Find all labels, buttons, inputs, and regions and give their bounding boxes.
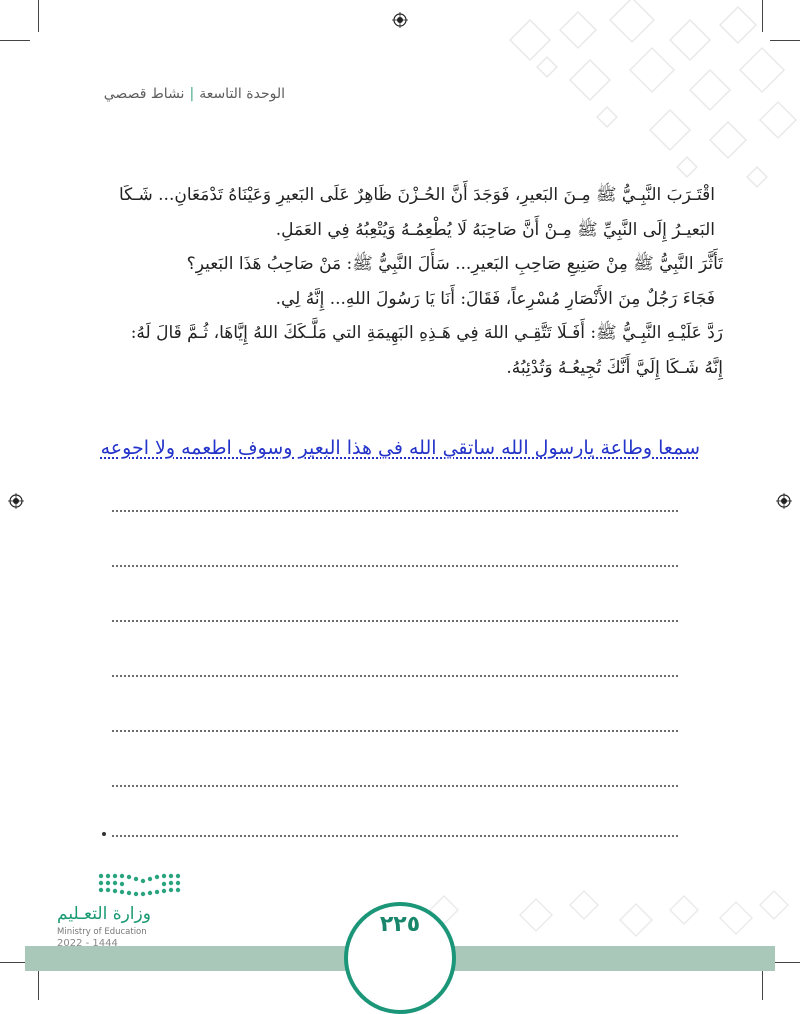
header-separator: | xyxy=(189,86,195,102)
registration-mark-icon xyxy=(776,493,792,509)
writing-line[interactable] xyxy=(112,835,678,837)
ministry-name-english: Ministry of Education xyxy=(57,927,147,937)
crop-mark xyxy=(762,968,763,1000)
story-line: تَأَثَّرَ النَّبِيُّ ﷺ مِنْ صَنِيعِ صَاحِبِ البَعيرِ... سَأَلَ النَّبِيُّ ﷺ: مَنْ صَاحِبُ هَذَا البَعيرِ؟ xyxy=(186,254,723,274)
story-line: فَجَاءَ رَجُلٌ مِنَ الأَنْصَارِ مُسْرِعاً، فَقَالَ: أَنَا يَا رَسُولَ اللهِ... إِنَّهُ لِي. xyxy=(275,288,715,309)
answer-input[interactable]: سمعا وطاعة يارسول الله ساتقي الله في هذا البعير وسوف اطعمه ولا اجوعه xyxy=(100,437,700,459)
crop-mark xyxy=(38,0,39,32)
writing-line[interactable] xyxy=(112,675,678,677)
writing-line[interactable] xyxy=(112,785,678,787)
page-header xyxy=(104,86,285,102)
story-line: إِنَّهُ شَـكَا إِلَيَّ أَنَّكَ تُجِيعُـهُ وَتُدْئِبُهُ. xyxy=(506,357,723,378)
registration-mark-icon xyxy=(392,12,408,28)
story-line: رَدَّ عَلَيْـهِ النَّبِـيُّ ﷺ: أَفَـلَا تَتَّقِـي اللهَ فِي هَـذِهِ البَهِيمَةِ التي مَلَّـكَكَ اللهُ إِيَّاهَا، ثُـمَّ قَالَ لَهُ: xyxy=(130,323,723,343)
crop-mark xyxy=(0,40,30,41)
ministry-name-arabic: وزارة التعـليم xyxy=(57,904,151,924)
writing-line[interactable] xyxy=(112,620,678,622)
edition-year: 2022 - 1444 xyxy=(57,938,118,949)
writing-line[interactable] xyxy=(112,510,678,512)
story-line: البَعيـرُ إِلَى النَّبِيِّ ﷺ مِـنْ أَنَّ صَاحِبَهُ لَا يُطْعِمُـهُ وَيُتْعِبُهُ فِي العَمَلِ. xyxy=(275,219,715,240)
page-number: ٢٢٥ xyxy=(379,912,421,937)
story-line: اقْتَـرَبَ النَّبِـيُّ ﷺ مِـنَ البَعيرِ، فَوَجَدَ أَنَّ الحُـزْنَ ظَاهِرٌ عَلَى البَعيرِ وَعَيْنَاهُ تَدْمَعَانِ... شَـكَا xyxy=(118,185,715,205)
crop-mark xyxy=(38,968,39,1000)
decorative-pattern xyxy=(450,0,800,200)
story-text xyxy=(75,178,723,385)
writing-line[interactable] xyxy=(112,565,678,567)
end-dot xyxy=(102,832,106,836)
activity-title: نشاط قصصي xyxy=(103,86,185,102)
unit-title: الوحدة التاسعة xyxy=(199,86,285,102)
registration-mark-icon xyxy=(8,493,24,509)
writing-line[interactable] xyxy=(112,730,678,732)
